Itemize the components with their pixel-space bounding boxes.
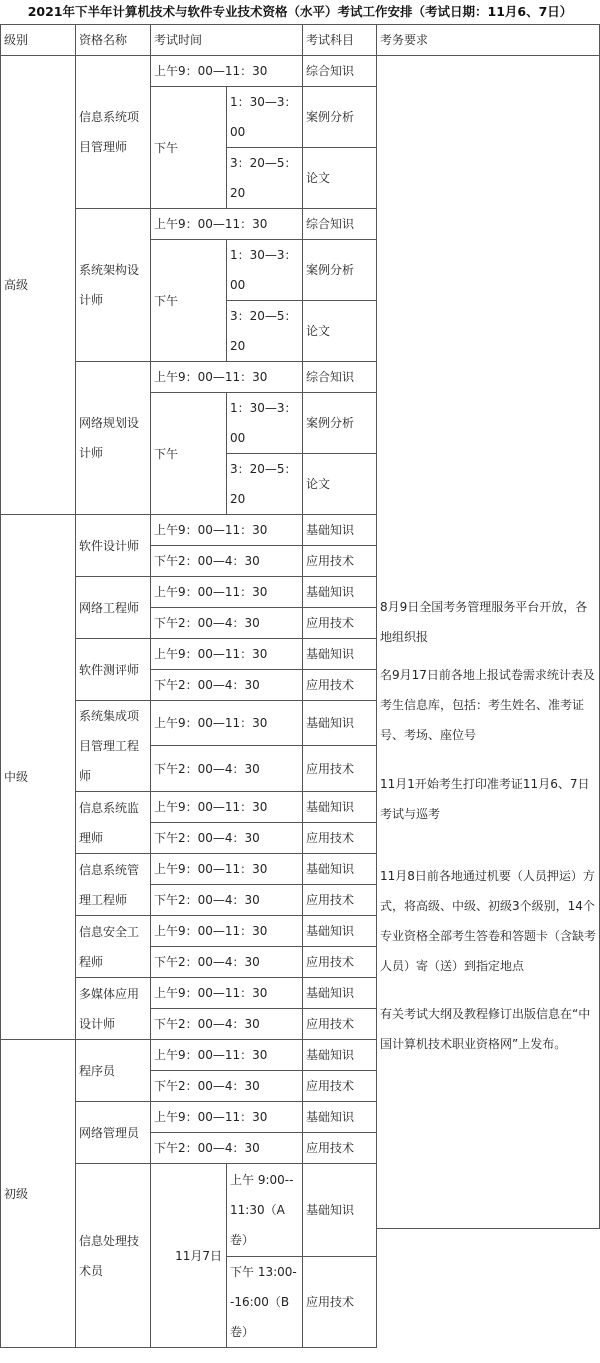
qual-cell: 程序员 xyxy=(76,1040,151,1102)
subject-cell: 基础知识 xyxy=(303,792,377,823)
subject-cell: 应用技术 xyxy=(303,546,377,577)
subject-cell: 应用技术 xyxy=(303,1257,377,1348)
subject-cell: 基础知识 xyxy=(303,1164,377,1257)
time-cell: 上午9：00—11：30 xyxy=(151,56,303,87)
time-cell: 下午2：00—4：30 xyxy=(151,746,303,792)
qual-cell: 信息系统监理师 xyxy=(76,792,151,854)
time-cell: 上午9：00—11：30 xyxy=(151,577,303,608)
time-cell: 1：30—3：00 xyxy=(227,87,303,148)
table-row xyxy=(1,56,600,87)
subject-cell: 应用技术 xyxy=(303,746,377,792)
time-cell: 下午2：00—4：30 xyxy=(151,1009,303,1040)
subject-cell: 综合知识 xyxy=(303,362,377,393)
requirement-1: 8月9日全国考务管理服务平台开放，各地组织报 xyxy=(380,599,588,644)
subject-cell: 应用技术 xyxy=(303,1009,377,1040)
time-cell: 3：20—5：20 xyxy=(227,148,303,209)
qual-cell: 网络工程师 xyxy=(76,577,151,639)
time-cell: 下午2：00—4：30 xyxy=(151,823,303,854)
subject-cell: 综合知识 xyxy=(303,209,377,240)
exam-schedule-table xyxy=(0,24,600,1348)
time-cell: 3：20—5：20 xyxy=(227,301,303,362)
time-cell: 1：30—3：00 xyxy=(227,240,303,301)
subject-cell: 基础知识 xyxy=(303,854,377,885)
table-header-row xyxy=(1,25,600,56)
subject-cell: 应用技术 xyxy=(303,1133,377,1164)
time-cell: 下午2：00—4：30 xyxy=(151,1133,303,1164)
header-time: 考试时间 xyxy=(151,25,303,56)
time-cell: 下午2：00—4：30 xyxy=(151,546,303,577)
pm-label: 下午 xyxy=(151,87,227,209)
qual-cell: 信息系统管理工程师 xyxy=(76,854,151,916)
header-subject: 考试科目 xyxy=(303,25,377,56)
qual-cell: 信息安全工程师 xyxy=(76,916,151,978)
time-cell: 上午9：00—11：30 xyxy=(151,515,303,546)
subject-cell: 基础知识 xyxy=(303,1040,377,1071)
subject-cell: 基础知识 xyxy=(303,916,377,947)
subject-cell: 应用技术 xyxy=(303,885,377,916)
subject-cell: 案例分析 xyxy=(303,240,377,301)
requirement-3: 11月1开始考生打印准考证11月6、7日考试与巡考 xyxy=(380,776,590,821)
requirement-5: 有关考试大纲及教程修订出版信息在“中国计算机技术职业资格网”上发布。 xyxy=(380,1006,591,1051)
subject-cell: 基础知识 xyxy=(303,639,377,670)
time-cell: 上午9：00—11：30 xyxy=(151,854,303,885)
time-cell: 下午2：00—4：30 xyxy=(151,947,303,978)
time-cell: 上午 9:00--11:30（A卷） xyxy=(227,1164,303,1257)
time-cell: 上午9：00—11：30 xyxy=(151,701,303,746)
qual-cell: 软件测评师 xyxy=(76,639,151,701)
time-cell: 上午9：00—11：30 xyxy=(151,1040,303,1071)
time-cell: 上午9：00—11：30 xyxy=(151,916,303,947)
header-qualification: 资格名称 xyxy=(76,25,151,56)
subject-cell: 基础知识 xyxy=(303,1102,377,1133)
subject-cell: 应用技术 xyxy=(303,823,377,854)
subject-cell: 论文 xyxy=(303,148,377,209)
requirement-2: 名9月17日前各地上报试卷需求统计表及考生信息库，包括：考生姓名、准考证号、考场、座位号 xyxy=(380,667,595,742)
header-requirements: 考务要求 xyxy=(377,25,600,56)
time-cell: 下午2：00—4：30 xyxy=(151,1071,303,1102)
qual-cell: 多媒体应用设计师 xyxy=(76,978,151,1040)
level-cell-mid: 中级 xyxy=(1,515,76,1040)
subject-cell: 案例分析 xyxy=(303,87,377,148)
subject-cell: 基础知识 xyxy=(303,701,377,746)
time-cell: 3：20—5：20 xyxy=(227,454,303,515)
qual-cell: 软件设计师 xyxy=(76,515,151,577)
time-cell: 上午9：00—11：30 xyxy=(151,978,303,1009)
header-level: 级别 xyxy=(1,25,76,56)
qual-cell: 网络管理员 xyxy=(76,1102,151,1164)
qual-cell: 系统架构设计师 xyxy=(76,209,151,362)
time-cell: 下午 13:00--16:00（B卷） xyxy=(227,1257,303,1348)
subject-cell: 基础知识 xyxy=(303,515,377,546)
qual-cell: 系统集成项目管理工程师 xyxy=(76,701,151,792)
subject-cell: 基础知识 xyxy=(303,577,377,608)
subject-cell: 综合知识 xyxy=(303,56,377,87)
subject-cell: 论文 xyxy=(303,301,377,362)
subject-cell: 论文 xyxy=(303,454,377,515)
time-cell: 上午9：00—11：30 xyxy=(151,639,303,670)
pm-label: 下午 xyxy=(151,240,227,362)
subject-cell: 基础知识 xyxy=(303,978,377,1009)
time-cell: 上午9：00—11：30 xyxy=(151,792,303,823)
time-cell: 下午2：00—4：30 xyxy=(151,608,303,639)
page-title: 2021年下半年计算机技术与软件专业技术资格（水平）考试工作安排（考试日期：11月6、7日） xyxy=(27,4,573,19)
date-cell: 11月7日 xyxy=(151,1164,227,1348)
requirement-4: 11月8日前各地通过机要（人员押运）方式，将高级、中级、初级3个级别，14个专业资格全部考生答卷和答题卡（含缺考人员）寄（送）到指定地点 xyxy=(380,868,597,973)
qual-cell: 信息系统项目管理师 xyxy=(76,56,151,209)
qual-cell: 网络规划设计师 xyxy=(76,362,151,515)
time-cell: 上午9：00—11：30 xyxy=(151,362,303,393)
level-cell-high: 高级 xyxy=(1,56,76,515)
level-cell-low: 初级 xyxy=(1,1040,76,1348)
requirements-cell xyxy=(377,56,600,1229)
time-cell: 上午9：00—11：30 xyxy=(151,1102,303,1133)
subject-cell: 案例分析 xyxy=(303,393,377,454)
subject-cell: 应用技术 xyxy=(303,947,377,978)
time-cell: 1：30—3：00 xyxy=(227,393,303,454)
time-cell: 上午9：00—11：30 xyxy=(151,209,303,240)
time-cell: 下午2：00—4：30 xyxy=(151,885,303,916)
subject-cell: 应用技术 xyxy=(303,608,377,639)
subject-cell: 应用技术 xyxy=(303,1071,377,1102)
qual-cell: 信息处理技术员 xyxy=(76,1164,151,1348)
pm-label: 下午 xyxy=(151,393,227,515)
time-cell: 下午2：00—4：30 xyxy=(151,670,303,701)
subject-cell: 应用技术 xyxy=(303,670,377,701)
